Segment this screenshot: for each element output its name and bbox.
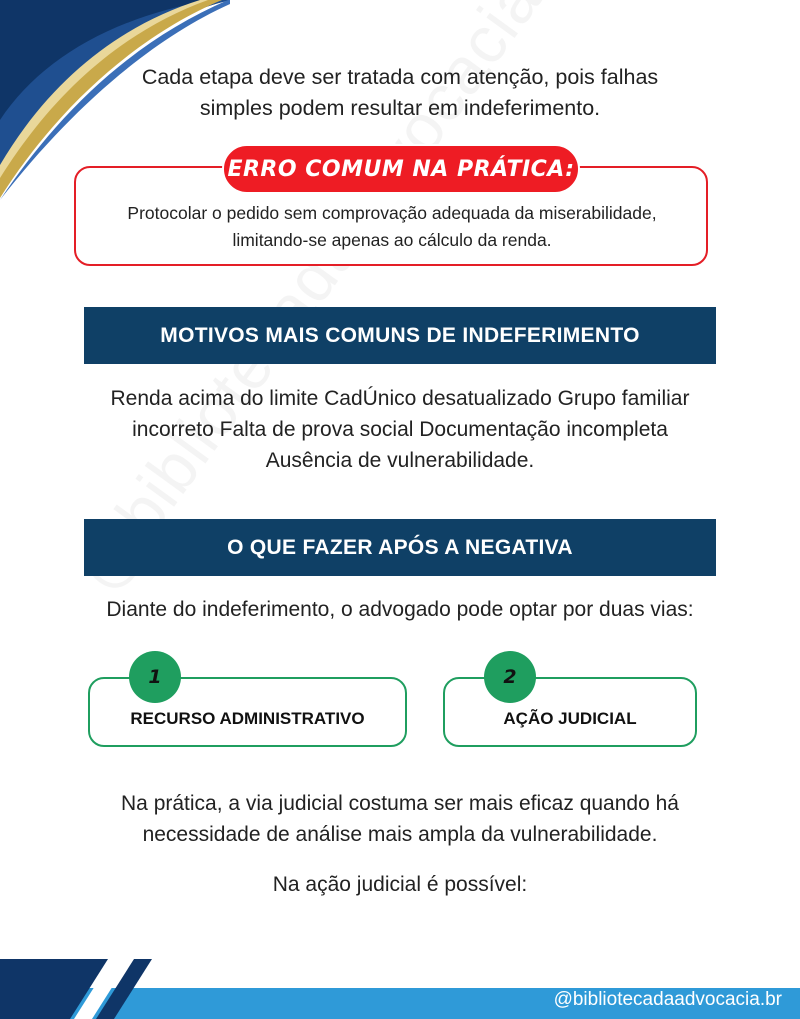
option-card-acao-judicial	[443, 677, 697, 747]
common-error-text	[90, 200, 694, 254]
motivos-line: incorreto Falta de prova social Documentação incompleta	[132, 418, 668, 441]
footer-handle: @bibliotecadaadvocacia.br	[553, 989, 782, 1010]
pratica-paragraph	[60, 788, 740, 850]
motivos-paragraph	[80, 383, 720, 476]
motivos-line: Renda acima do limite CadÚnico desatualizado Grupo familiar	[110, 387, 690, 410]
motivos-line: Ausência de vulnerabilidade.	[265, 449, 535, 472]
pratica-line: Na prática, a via judicial costuma ser mais eficaz quando há	[121, 792, 679, 815]
common-error-badge: ERRO COMUM NA PRÁTICA:	[222, 144, 580, 194]
negativa-intro: Diante do indeferimento, o advogado pode optar por duas vias:	[106, 598, 694, 621]
pratica-line: necessidade de análise mais ampla da vulnerabilidade.	[142, 823, 658, 846]
option-label: AÇÃO JUDICIAL	[503, 709, 637, 728]
option-number-badge: 2	[484, 651, 536, 703]
section-title-motivos: MOTIVOS MAIS COMUNS DE INDEFERIMENTO	[84, 307, 716, 364]
acao-judicial-lead: Na ação judicial é possível:	[272, 873, 528, 896]
intro-paragraph	[100, 62, 700, 124]
section-title-negativa: O QUE FAZER APÓS A NEGATIVA	[84, 519, 716, 576]
intro-line: Cada etapa deve ser tratada com atenção, pois falhas	[141, 65, 659, 89]
alert-line: limitando-se apenas ao cálculo da renda.	[232, 230, 552, 250]
intro-line: simples podem resultar em indeferimento.	[199, 96, 601, 120]
option-number-badge: 1	[129, 651, 181, 703]
option-label: RECURSO ADMINISTRATIVO	[130, 709, 365, 728]
alert-line: Protocolar o pedido sem comprovação adequada da miserabilidade,	[127, 203, 657, 223]
